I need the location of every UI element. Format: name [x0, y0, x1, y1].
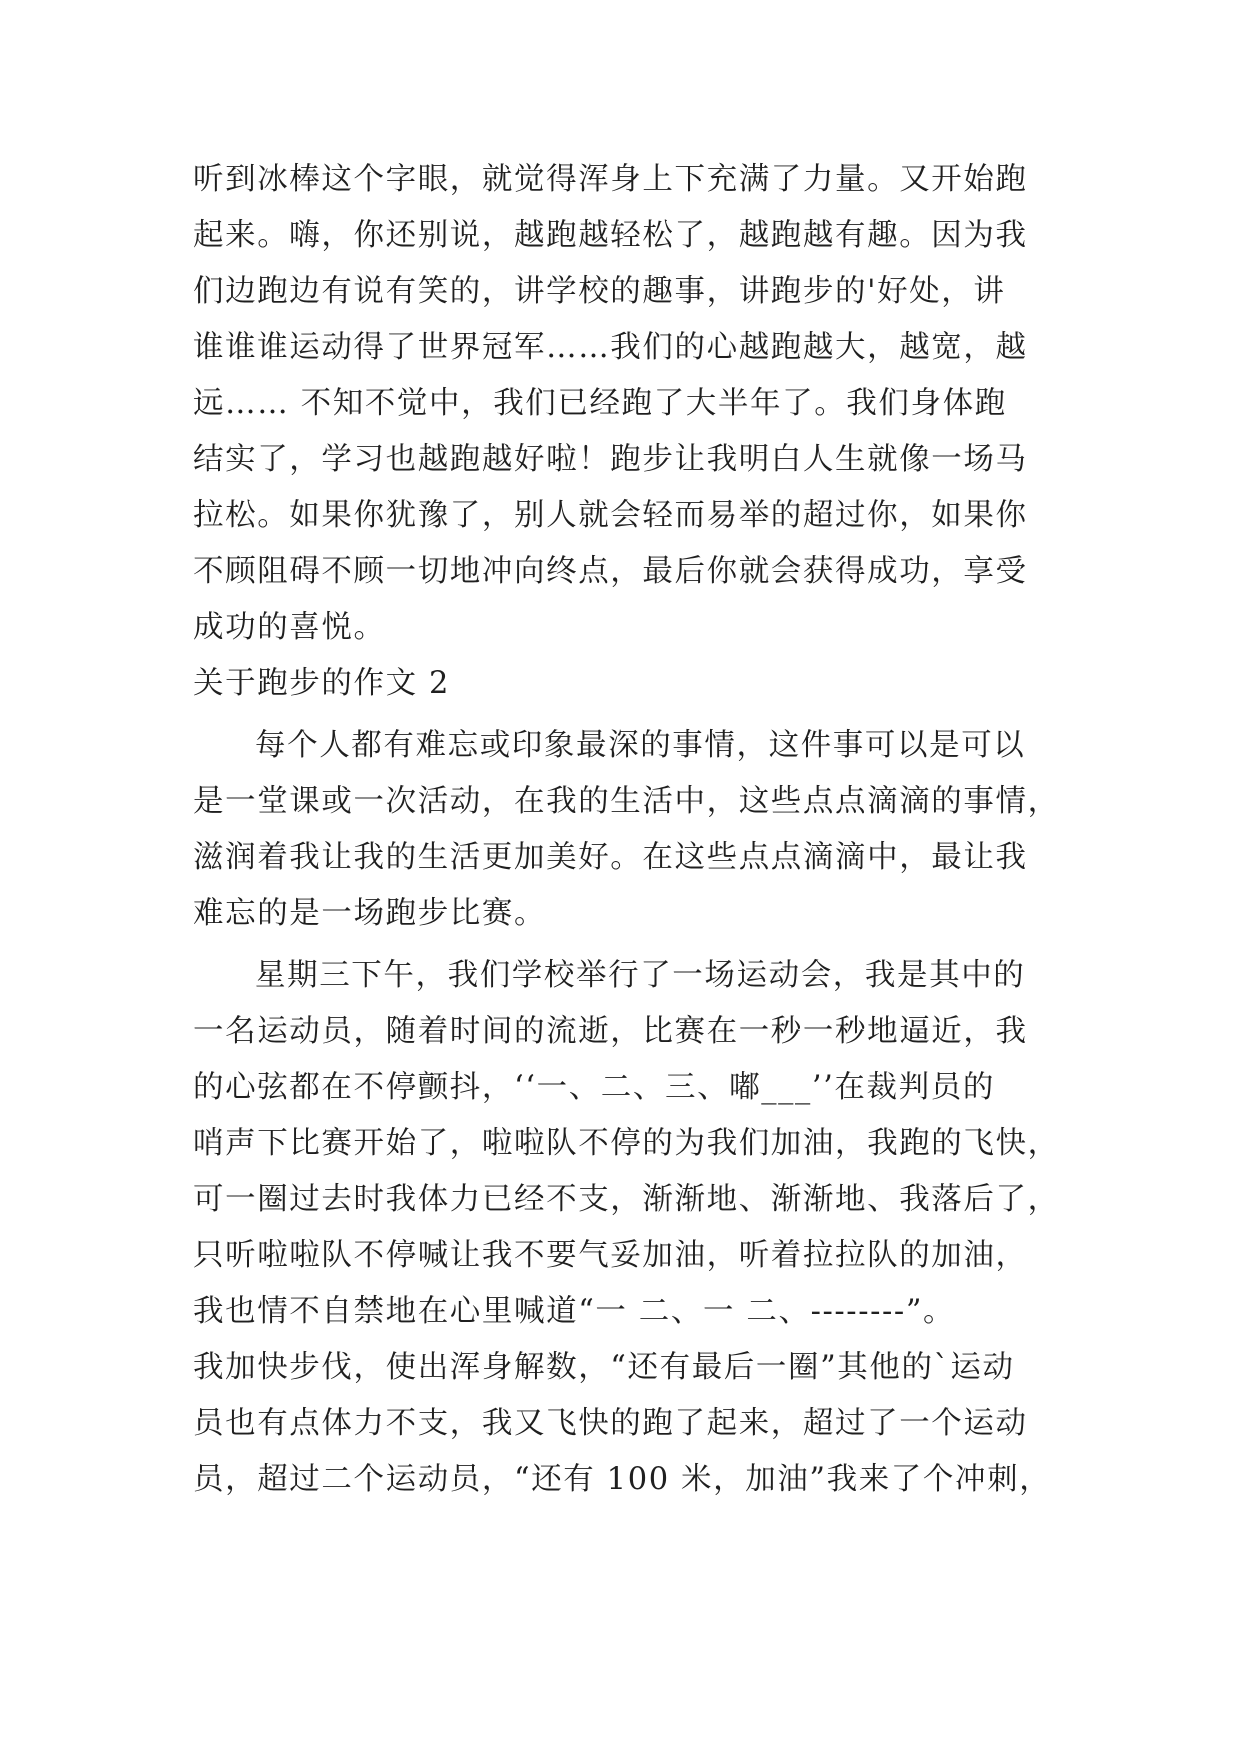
- text-line: 起来。嗨，你还别说，越跑越轻松了，越跑越有趣。因为我: [193, 218, 1028, 253]
- text-line: 难忘的是一场跑步比赛。: [193, 896, 547, 931]
- text-line: 听到冰棒这个字眼，就觉得浑身上下充满了力量。又开始跑: [193, 162, 1028, 197]
- text-line: 员，超过二个运动员，“还有 100 米，加油”我来了个冲刺，: [193, 1462, 1052, 1497]
- text-line: 们边跑边有说有笑的，讲学校的趣事，讲跑步的'好处，讲: [193, 274, 1006, 309]
- text-line: 一名运动员，随着时间的流逝，比赛在一秒一秒地逼近，我: [193, 1014, 1028, 1049]
- text-line: 可一圈过去时我体力已经不支，渐渐地、渐渐地、我落后了，: [193, 1182, 1060, 1217]
- text-line: 是一堂课或一次活动，在我的生活中，这些点点滴滴的事情，: [193, 784, 1060, 819]
- text-line: 成功的喜悦。: [193, 610, 386, 645]
- section-heading: 关于跑步的作文 2: [193, 666, 450, 701]
- text-line: 员也有点体力不支，我又飞快的跑了起来，超过了一个运动: [193, 1406, 1028, 1441]
- text-line: 的心弦都在不停颤抖，‘‘一、二、三、嘟___’’在裁判员的: [193, 1070, 995, 1105]
- text-line: 远…… 不知不觉中，我们已经跑了大半年了。我们身体跑: [193, 386, 1007, 421]
- text-line: 我加快步伐，使出浑身解数，“还有最后一圈”其他的`运动: [193, 1350, 1015, 1385]
- text-line: 哨声下比赛开始了，啦啦队不停的为我们加油，我跑的飞快，: [193, 1126, 1060, 1161]
- paragraph-first-line: 每个人都有难忘或印象最深的事情，这件事可以是可以: [255, 728, 1026, 763]
- text-line: 我也情不自禁地在心里喊道“一 二、一 二、--------”。: [193, 1294, 956, 1329]
- paragraph-first-line: 星期三下午，我们学校举行了一场运动会，我是其中的: [255, 958, 1026, 993]
- text-line: 不顾阻碍不顾一切地冲向终点，最后你就会获得成功，享受: [193, 554, 1028, 589]
- text-line: 滋润着我让我的生活更加美好。在这些点点滴滴中，最让我: [193, 840, 1028, 875]
- text-line: 只听啦啦队不停喊让我不要气妥加油，听着拉拉队的加油，: [193, 1238, 1028, 1273]
- text-line: 拉松。如果你犹豫了，别人就会轻而易举的超过你，如果你: [193, 498, 1028, 533]
- text-line: 谁谁谁运动得了世界冠军……我们的心越跑越大，越宽，越: [193, 330, 1028, 365]
- text-line: 结实了，学习也越跑越好啦！跑步让我明白人生就像一场马: [193, 442, 1028, 477]
